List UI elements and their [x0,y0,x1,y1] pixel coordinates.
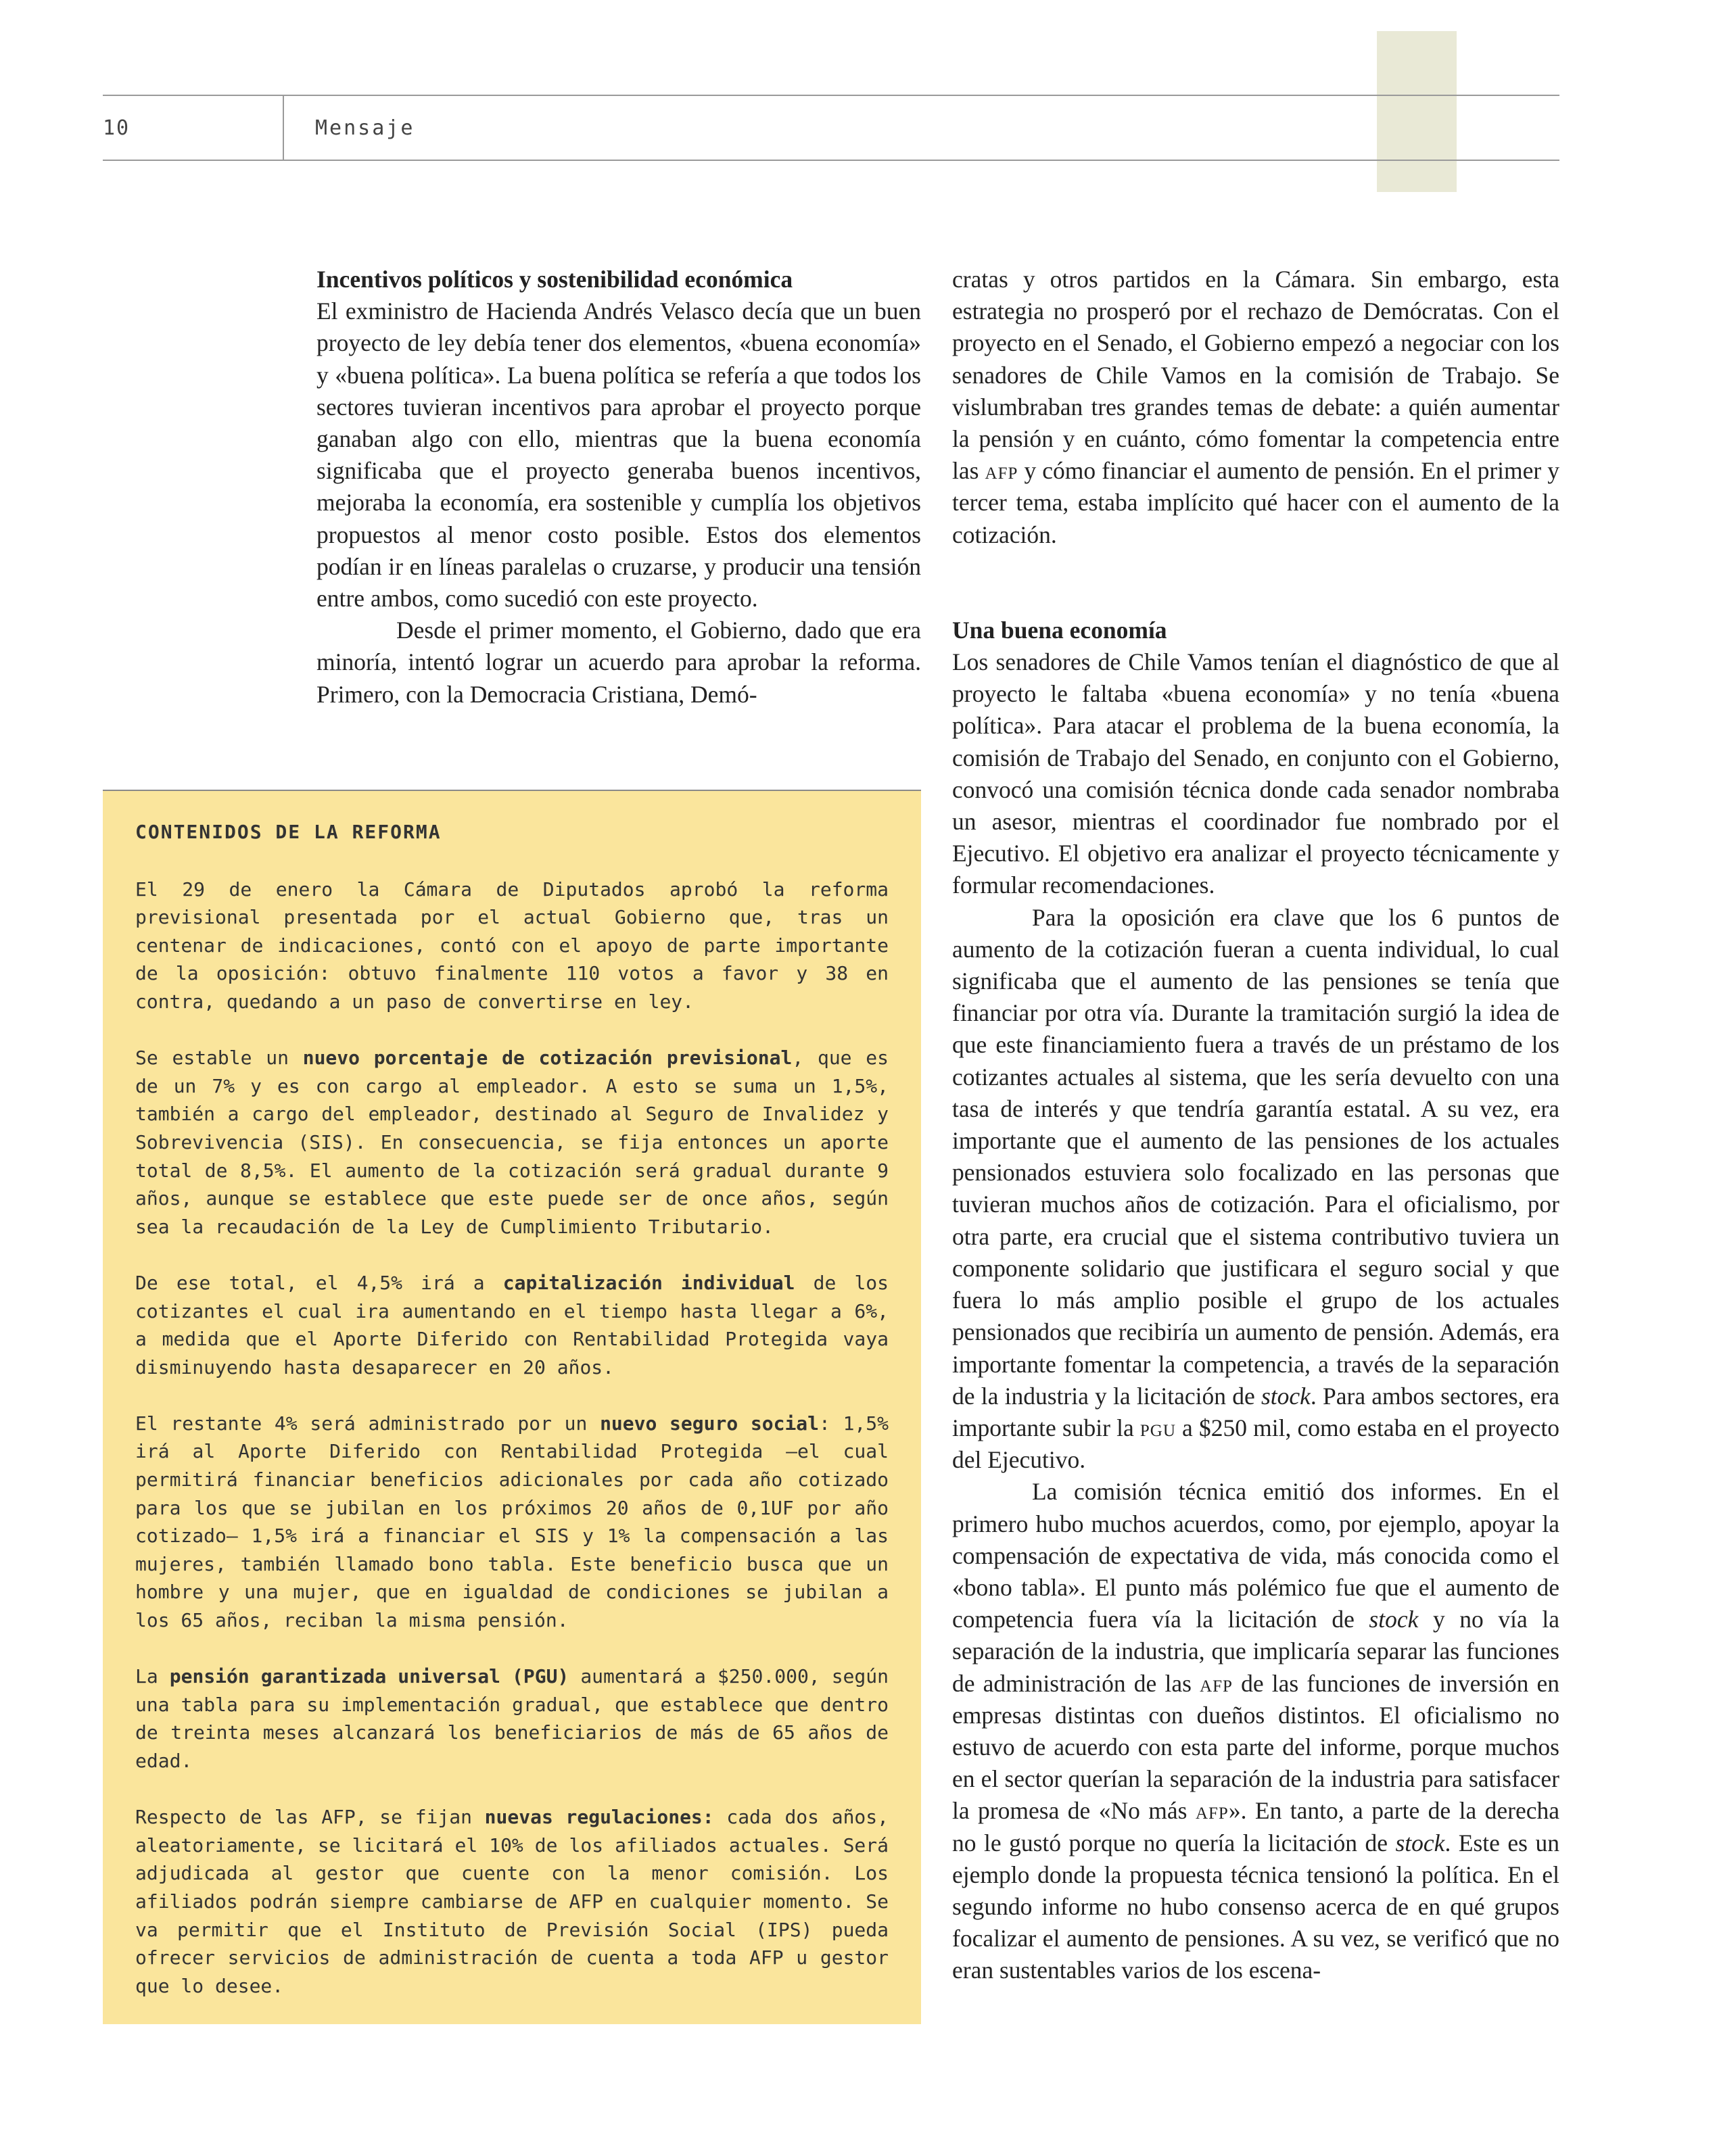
sidebar-paragraph: El restante 4% será administrado por un nuevo seguro social: 1,5% irá al Aporte Diferido con Rentabilidad Protegida —el cual permitirá financiar beneficios adicionales por cada año cotizado para los que se jubilan en los próximos 20 años de 0,1UF por año cotizado— 1,5% irá a financiar el SIS y 1% la compensación a las mujeres, también llamado bono tabla. Este beneficio busca que un hombre y una mujer, que en igualdad de condiciones se jubilan a los 65 años, reciban la misma pensión. [135,1412,889,1632]
page-number: 10 [103,116,131,140]
acronym: afp [1200,1669,1233,1697]
acronym: afp [985,457,1018,485]
paragraph: Desde el primer momento, el Gobierno, dado que era minoría, intentó lograr un acuerdo para aprobar la reforma. Primero, con la Democracia Cristiana, Demó- [316,617,921,708]
sidebar-box [103,790,921,2024]
paragraph: Para la oposición era clave que los 6 puntos de aumento de la cotización fueran a cuenta individual, lo cual significaba que el aumento de las pensiones se tenía que financiar por otra vía. Durante la tramitación surgió la idea de que este financiamiento fuera a través de un préstamo de los cotizantes actuales al sistema, que les sería devuelto con una tasa de interés y que tendría garantía estatal. A su vez, era importante que el aumento de las pensiones de los actuales pensionados estuviera solo focalizado en las personas que tuvieran muchos años de cotización. Para el oficialismo, por otra parte, era crucial que el sistema contributivo tuviera un componente solidario que justificara el seguro social y que fuera lo más amplio posible el grupo de los actuales pensionados que recibiría un aumento de pensión. Además, era importante fomentar la competencia, a través de la separación de la industria y la licitación de stock. Para ambos sectores, era importante subir la pgu a $250 mil, como estaba en el proyecto del Ejecutivo. [952,903,1559,1474]
paragraph: La comisión técnica emitió dos informes. En el primero hubo muchos acuerdos, como, por ejemplo, apoyar la compensación de expectativa de vida, más conocida como el «bono tabla». El punto más polémico fue que el aumento de competencia fuera vía la licitación de stock y no vía la separación de la industria, que implicaría separar las funciones de administración de las afp de las funciones de inversión en empresas distintas con dueños distintos. El oficialismo no estuvo de acuerdo con esta parte del informe, porque muchos en el sector querían la separación de la industria para satisfacer la promesa de «No más afp». En tanto, a parte de la derecha no le gustó porque no quería la licitación de stock. Este es un ejemplo donde la propuesta técnica tensionó la política. En el segundo informe no hubo consenso acerca de en qué grupos focalizar el aumento de pensiones. A su vez, se verificó que no eran sustentables varios de los escena- [952,1478,1560,1984]
sidebar-paragraph: Respecto de las AFP, se fijan nuevas regulaciones: cada dos años, aleatoriamente, se licitará el 10% de los afiliados actuales. Será adjudicada al gestor que cuente con la menor comisión. Los afiliados podrán siempre cambiarse de AFP en cualquier momento. Se va permitir que el Instituto de Previsión Social (IPS) pueda ofrecer servicios de administración de cuenta a toda AFP u gestor que lo desee. [135,1806,889,1997]
sidebar-paragraph: La pensión garantizada universal (PGU) aumentará a $250.000, según una tabla para su implementación gradual, que establece que dentro de treinta meses alcanzará los beneficiarios de más de 65 años de edad. [135,1665,889,1772]
acronym: afp [1195,1797,1229,1825]
section-title: Mensaje [315,116,415,140]
header-divider [283,95,284,161]
sidebar-paragraph: Se estable un nuevo porcentaje de cotización previsional, que es de un 7% y es con cargo al empleador. A esto se suma un 1,5%, también a cargo del empleador, destinado al Seguro de Invalidez y Sobrevivencia (SIS). En consecuencia, se fija entonces un aporte total de 8,5%. El aumento de la cotización será gradual durante 9 años, aunque se establece que este puede ser de once años, según sea la recaudación de la Ley de Cumplimiento Tributario. [135,1047,889,1238]
section-heading: Incentivos políticos y sostenibilidad económica [316,266,793,293]
right-column [952,264,1559,1987]
left-column [316,264,921,711]
header-rule-top [103,95,1559,96]
page-corner-tab [1377,31,1457,192]
sidebar-title: CONTENIDOS DE LA REFORMA [135,821,442,843]
paragraph: Los senadores de Chile Vamos tenían el diagnóstico de que al proyecto le faltaba «buena economía» y no tenía «buena política». Para atacar el problema de la buena economía, la comisión de Trabajo del Senado, en conjunto con el Gobierno, convocó una comisión técnica donde cada senador nombraba un asesor, mientras el coordinador fue nombrado por el Ejecutivo. El objetivo era analizar el proyecto técnicamente y formular recomendaciones. [952,648,1559,899]
paragraph: El exministro de Hacienda Andrés Velasco decía que un buen proyecto de ley debía tener dos elementos, «buena economía» y «buena política». La buena política se refería a que todos los sectores tuvieran incentivos para aprobar el proyecto porque ganaban algo con ello, mientras que la buena economía significaba que el proyecto generaba buenos incentivos, mejoraba la economía, era sostenible y cumplía los objetivos propuestos al menor costo posible. Estos dos elementos podían ir en líneas paralelas o cruzarse, y producir una tensión entre ambos, como sucedió con este proyecto. [316,297,921,613]
section-heading: Una buena economía [952,616,1167,644]
paragraph: cratas y otros partidos en la Cámara. Sin embargo, esta estrategia no prosperó por el rechazo de Demócratas. Con el proyecto en el Senado, el Gobierno empezó a negociar con los senadores de Chile Vamos en la comisión de Trabajo. Se vislumbraban tres grandes temas de debate: a quién aumentar la pensión y en cuánto, cómo fomentar la competencia entre las afp y cómo financiar el aumento de pensión. En el primer y tercer tema, estaba implícito qué hacer con el aumento de la cotización. [952,266,1560,548]
acronym: pgu [1139,1414,1176,1441]
sidebar-paragraph: De ese total, el 4,5% irá a capitalización individual de los cotizantes el cual ira aumentando en el tiempo hasta llegar a 6%, a medida que el Aporte Diferido con Rentabilidad Protegida vaya disminuyendo hasta desaparecer en 20 años. [135,1271,889,1379]
header-rule-bottom [103,160,1559,161]
sidebar-paragraph: El 29 de enero la Cámara de Diputados aprobó la reforma previsional presentada por el actual Gobierno que, tras un centenar de indicaciones, contó con el apoyo de parte importante de la oposición: obtuvo finalmente 110 votos a favor y 38 en contra, quedando a un paso de convertirse en ley. [135,878,889,1013]
